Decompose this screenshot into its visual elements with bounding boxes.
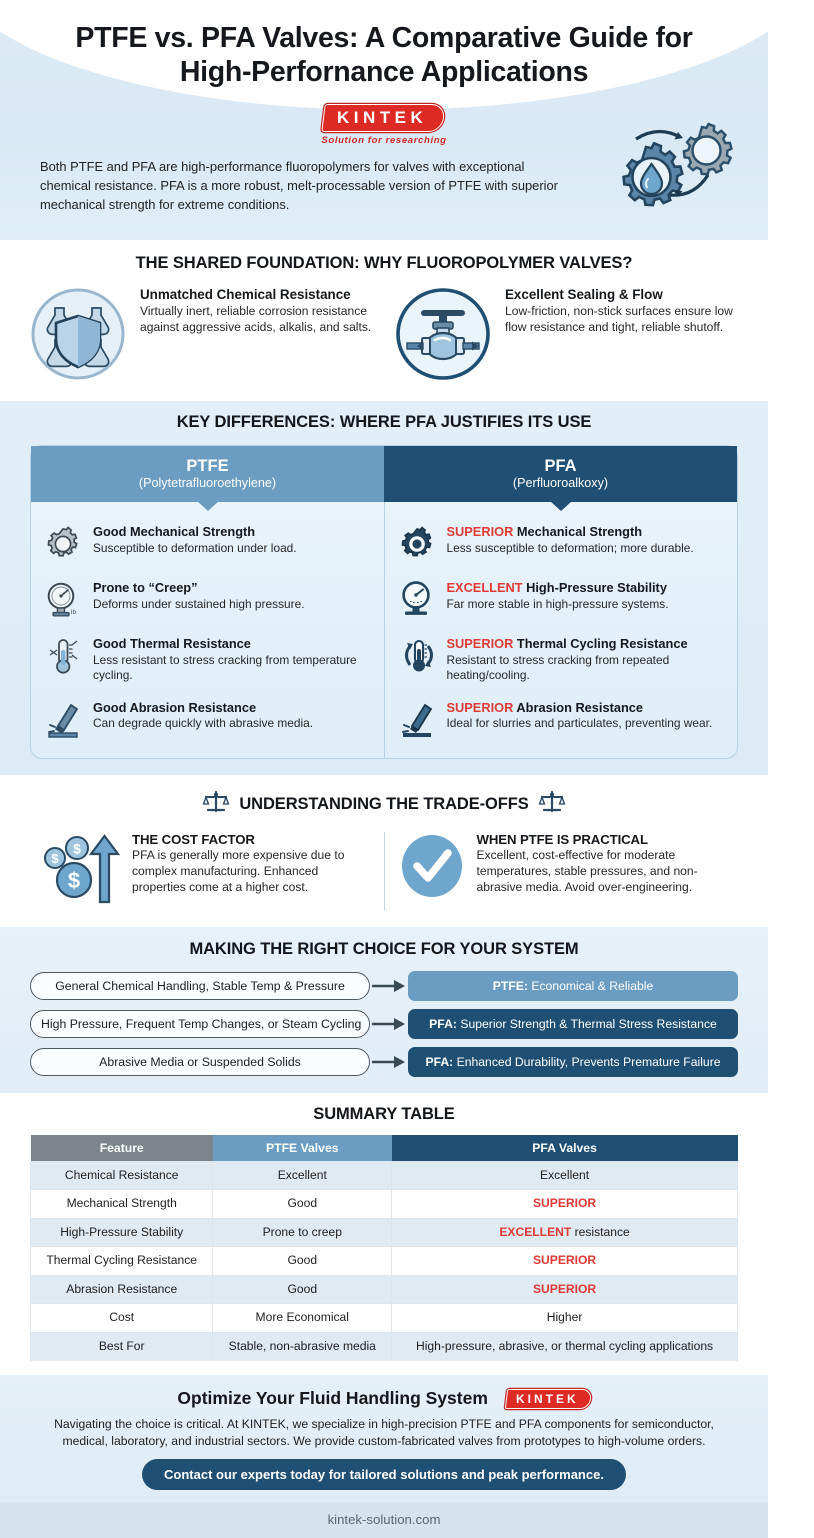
tradeoff-heading: WHEN PTFE IS PRACTICAL xyxy=(476,831,648,847)
feature-label: Good Mechanical Strength xyxy=(93,524,256,540)
cell-pfa-highlight: SUPERIOR xyxy=(532,1253,597,1268)
tradeoffs-title: UNDERSTANDING THE TRADE-OFFS xyxy=(239,794,529,813)
summary-table-section xyxy=(0,1093,768,1375)
pressure-gauge-icon xyxy=(44,580,82,620)
gear-icon xyxy=(44,524,82,564)
contact-cta-button[interactable]: Contact our experts today for tailored solutions and peak performance. xyxy=(142,1459,626,1490)
foundation-item-heading: Unmatched Chemical Resistance xyxy=(140,287,351,302)
highlight-tag: SUPERIOR xyxy=(446,699,514,715)
column-header-ptfe xyxy=(31,446,384,502)
cell-feature: Cost xyxy=(31,1304,213,1332)
decision-result[interactable] xyxy=(408,1047,738,1077)
cell-pfa xyxy=(392,1218,738,1246)
table-row xyxy=(31,1190,738,1218)
cell-pfa-text: High-pressure, abrasive, or thermal cycling applications xyxy=(416,1338,714,1353)
tradeoff-body: PFA is generally more expensive due to complex manufacturing. Enhanced properties come at a higher cost. xyxy=(132,847,345,894)
feature-body: Less resistant to stress cracking from temperature cycling. xyxy=(93,652,357,683)
cell-ptfe: Good xyxy=(213,1190,392,1218)
summary-table xyxy=(30,1135,738,1361)
scales-icon-left xyxy=(203,789,229,820)
ptfe-fullname: (Polytetrafluoroethylene) xyxy=(138,476,277,491)
decision-row xyxy=(30,1047,738,1077)
feature-label: Good Thermal Resistance xyxy=(93,636,251,652)
feature-body: Susceptible to deformation under load. xyxy=(93,540,297,555)
hero-section xyxy=(0,0,768,240)
cell-feature: Abrasion Resistance xyxy=(31,1275,213,1303)
highlight-tag: EXCELLENT xyxy=(446,580,523,596)
thermal-cycling-icon xyxy=(398,636,436,676)
decision-row xyxy=(30,971,738,1001)
site-url[interactable]: kintek-solution.com xyxy=(0,1502,768,1538)
cell-ptfe: Stable, non-abrasive media xyxy=(213,1332,392,1360)
label-rest: Mechanical Strength xyxy=(513,524,643,540)
footer-body: Navigating the choice is critical. At KINTEK, we specialize in high-precision PTFE and PFA components for semiconductor, medical, laboratory, and industrial sectors. We provide custom-fabricated valves from prototypes to high-volume orders. xyxy=(54,1417,714,1448)
list-item xyxy=(398,524,724,564)
tradeoff-item-cost xyxy=(26,832,385,911)
foundation-item-sealing xyxy=(395,287,738,385)
label-rest: Abrasion Resistance xyxy=(513,699,644,715)
list-item xyxy=(44,580,370,620)
footer-heading: Optimize Your Fluid Handling System xyxy=(177,1388,488,1409)
list-item xyxy=(398,580,724,620)
check-circle-icon xyxy=(399,832,465,905)
decision-result[interactable] xyxy=(408,971,738,1001)
kintek-logo-text: KINTEK xyxy=(337,107,428,127)
decision-condition[interactable]: High Pressure, Frequent Temp Changes, or Steam Cycling xyxy=(30,1010,370,1038)
result-text: Economical & Reliable xyxy=(527,978,654,993)
key-differences-section xyxy=(0,401,768,775)
feature-label xyxy=(447,580,669,595)
pfa-fullname: (Perfluoroalkoxy) xyxy=(512,476,609,491)
cell-ptfe: More Economical xyxy=(213,1304,392,1332)
page-title: PTFE vs. PFA Valves: A Comparative Guide for High-Perfornance Applications xyxy=(75,22,693,88)
ptfe-feature-list xyxy=(31,502,385,757)
feature-label xyxy=(447,636,724,651)
list-item xyxy=(44,636,370,683)
table-row xyxy=(31,1304,738,1332)
decision-row xyxy=(30,1009,738,1039)
foundation-item-heading: Excellent Sealing & Flow xyxy=(505,287,663,302)
cell-pfa xyxy=(392,1161,738,1189)
table-header-row xyxy=(31,1135,738,1162)
cell-pfa xyxy=(392,1190,738,1218)
feature-body: Less susceptible to deformation; more durable. xyxy=(446,540,694,555)
pfa-feature-list xyxy=(385,502,738,757)
cell-ptfe: Good xyxy=(213,1247,392,1275)
chemical-shield-icon xyxy=(30,288,126,385)
arrow-right-icon xyxy=(370,1017,408,1031)
pfa-name: PFA xyxy=(544,457,577,475)
feature-label: Prone to “Creep” xyxy=(93,580,198,596)
feature-label xyxy=(447,524,694,539)
brand-logo xyxy=(0,104,768,146)
foundation-item-chemical xyxy=(30,287,373,385)
ptfe-name: PTFE xyxy=(186,457,229,475)
feature-body: Resistant to stress cracking from repeated heating/cooling. xyxy=(446,652,670,683)
cell-feature: Best For xyxy=(31,1332,213,1360)
svg-text:lb: lb xyxy=(71,609,77,617)
hero-intro-text: Both PTFE and PFA are high-performance fluoropolymers for valves with exceptional chemical resistance. PFA is a more robust, melt-processable version of PTFE with superior mechanical strength for extreme conditions. xyxy=(40,158,558,212)
feature-body: Far more stable in high-pressure systems. xyxy=(446,596,669,611)
cell-pfa xyxy=(392,1275,738,1303)
result-tag: PFA: xyxy=(425,1054,454,1069)
cell-pfa-highlight: EXCELLENT xyxy=(499,1224,572,1239)
cell-pfa xyxy=(392,1332,738,1360)
table-row xyxy=(31,1161,738,1189)
valve-icon xyxy=(395,288,491,385)
feature-body: Can degrade quickly with abrasive media. xyxy=(93,716,314,731)
feature-label: Good Abrasion Resistance xyxy=(93,699,257,715)
pressure-gauge-icon xyxy=(398,580,436,620)
tradeoff-heading: THE COST FACTOR xyxy=(132,831,255,847)
list-item xyxy=(398,636,724,683)
tradeoff-item-practical xyxy=(385,832,743,911)
cell-pfa-text: Excellent xyxy=(540,1167,590,1182)
result-text: Enhanced Durability, Prevents Premature Failure xyxy=(453,1054,721,1069)
cell-feature: High-Pressure Stability xyxy=(31,1218,213,1246)
svg-text:$: $ xyxy=(73,840,81,857)
cell-pfa xyxy=(392,1247,738,1275)
table-row xyxy=(31,1275,738,1303)
gear-icon xyxy=(398,524,436,564)
column-header-pfa: PFA Valves xyxy=(392,1135,738,1162)
footer-kintek-logo xyxy=(505,1389,592,1409)
foundation-item-body: Virtually inert, reliable corrosion resistance against aggressive acids, alkalis, and salts. xyxy=(140,304,372,335)
shared-foundation-section xyxy=(0,240,768,401)
comparison-title: KEY DIFFERENCES: WHERE PFA JUSTIFIES ITS USE xyxy=(176,413,592,431)
decision-title: MAKING THE RIGHT CHOICE FOR YOUR SYSTEM xyxy=(189,939,579,958)
label-rest: Thermal Cycling Resistance xyxy=(513,636,688,652)
foundation-item-body: Low-friction, non-stick surfaces ensure low flow resistance and tight, reliable shutoff. xyxy=(505,304,733,335)
cell-feature: Mechanical Strength xyxy=(31,1190,213,1218)
cell-pfa-text: resistance xyxy=(571,1224,630,1239)
cell-ptfe: Excellent xyxy=(213,1161,392,1189)
cell-pfa-highlight: SUPERIOR xyxy=(532,1281,597,1296)
svg-text:$: $ xyxy=(67,867,81,893)
column-header-ptfe: PTFE Valves xyxy=(213,1135,392,1162)
cell-ptfe: Good xyxy=(213,1275,392,1303)
label-rest: High-Pressure Stability xyxy=(522,580,667,596)
thermometer-icon xyxy=(44,636,82,676)
cell-feature: Chemical Resistance xyxy=(31,1161,213,1189)
scales-icon-right xyxy=(539,789,565,820)
tradeoffs-section xyxy=(0,775,768,927)
arrow-right-icon xyxy=(370,979,408,993)
kintek-logo-badge xyxy=(322,104,447,132)
list-item xyxy=(44,700,370,740)
list-item xyxy=(44,524,370,564)
arrow-right-icon xyxy=(370,1055,408,1069)
column-header-pfa xyxy=(384,446,737,502)
cell-ptfe: Prone to creep xyxy=(213,1218,392,1246)
footer-section xyxy=(0,1375,768,1502)
table-row xyxy=(31,1218,738,1246)
decision-section xyxy=(0,927,768,1093)
cost-arrow-icon xyxy=(40,832,120,911)
cell-pfa-text: Higher xyxy=(546,1310,583,1325)
footer-logo-text: KINTEK xyxy=(515,1391,579,1406)
feature-body: Ideal for slurries and particulates, preventing wear. xyxy=(446,716,713,731)
feature-label xyxy=(447,700,713,715)
feature-body: Deforms under sustained high pressure. xyxy=(93,596,305,611)
result-tag: PTFE: xyxy=(492,978,528,993)
result-tag: PFA: xyxy=(429,1016,457,1031)
cell-pfa xyxy=(392,1304,738,1332)
cell-feature: Thermal Cycling Resistance xyxy=(31,1247,213,1275)
decision-condition[interactable]: Abrasive Media or Suspended Solids xyxy=(30,1048,370,1076)
highlight-tag: SUPERIOR xyxy=(446,636,514,652)
highlight-tag: SUPERIOR xyxy=(446,524,514,540)
abrasion-icon xyxy=(44,700,82,740)
kintek-tagline: Solution for researching xyxy=(321,134,447,146)
table-row xyxy=(31,1332,738,1360)
foundation-title: THE SHARED FOUNDATION: WHY FLUOROPOLYMER VALVES? xyxy=(135,254,633,272)
column-header-feature: Feature xyxy=(31,1135,213,1162)
list-item xyxy=(398,700,724,740)
decision-result[interactable] xyxy=(408,1009,738,1039)
result-text: Superior Strength & Thermal Stress Resistance xyxy=(456,1016,717,1031)
decision-condition[interactable]: General Chemical Handling, Stable Temp & Pressure xyxy=(30,972,370,1000)
comparison-card xyxy=(30,445,738,759)
svg-text:$: $ xyxy=(51,850,59,866)
abrasion-icon xyxy=(398,700,436,740)
summary-title: SUMMARY TABLE xyxy=(313,1104,455,1123)
table-row xyxy=(31,1247,738,1275)
tradeoff-body: Excellent, cost-effective for moderate temperatures, stable pressures, and non-abrasive media. Avoid over-engineering. xyxy=(476,847,698,894)
cell-pfa-highlight: SUPERIOR xyxy=(532,1196,597,1211)
